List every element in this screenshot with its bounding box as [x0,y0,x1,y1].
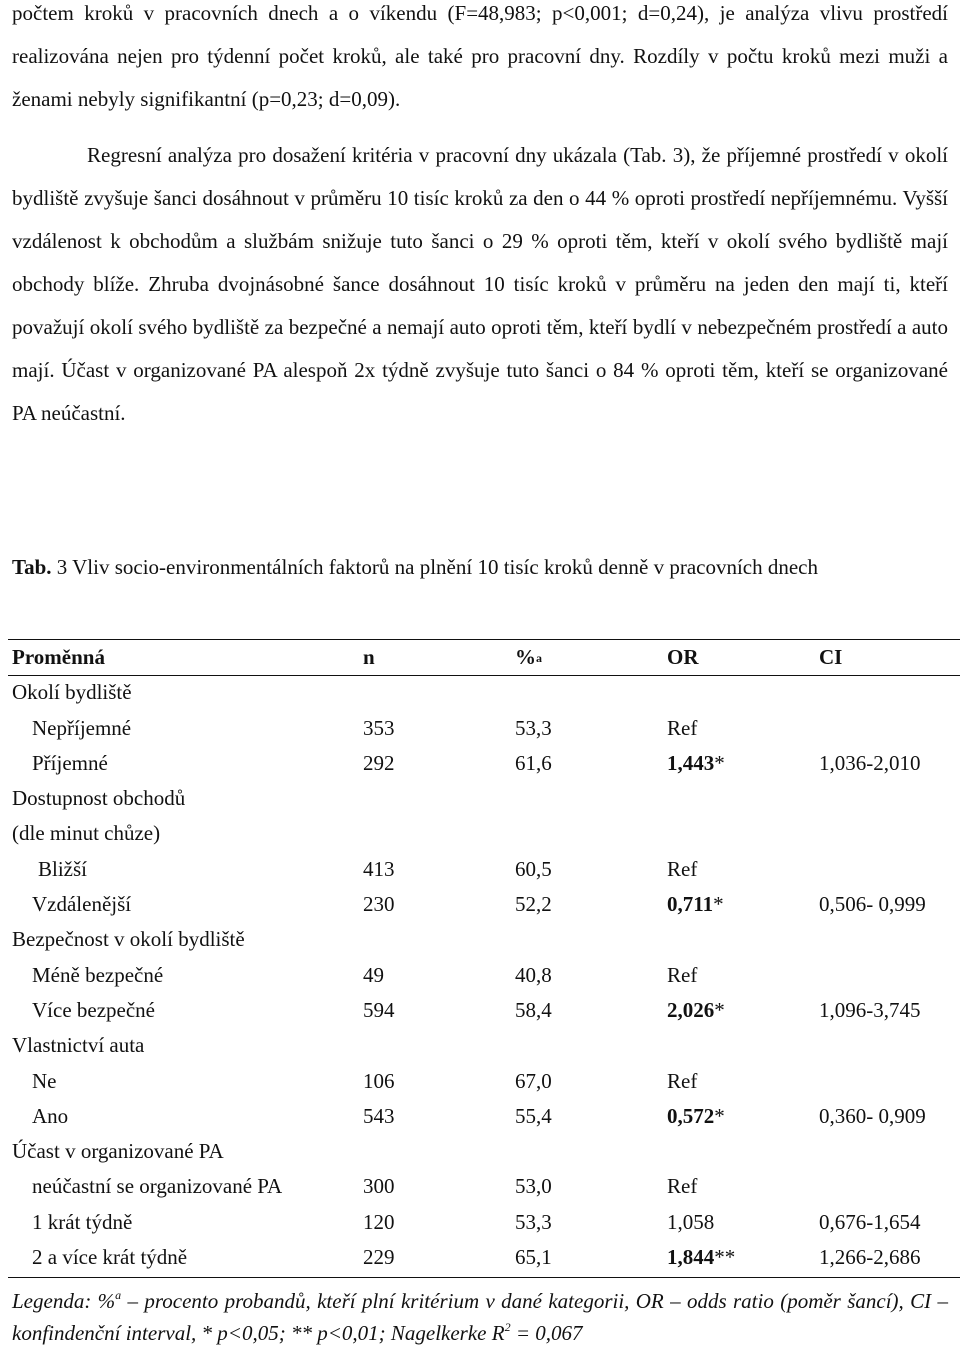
cell-percent: 67,0 [515,1068,552,1093]
cell-ci: 1,036-2,010 [819,750,921,775]
cell-percent: 53,3 [515,715,552,740]
cell-n: 292 [363,750,395,775]
cell-or-value: 2,026 [667,997,715,1022]
cell-percent: 65,1 [515,1245,552,1270]
cell-percent: 58,4 [515,997,552,1022]
table-row [8,921,960,956]
results-table [8,639,960,1274]
cell-or-significance: * [714,997,725,1022]
cell-or-value: Ref [667,715,698,740]
cell-variable: (dle minut chůze) [12,821,161,846]
table-row [8,992,960,1027]
cell-n: 300 [363,1174,395,1199]
cell-n: 49 [363,962,384,987]
cell-percent: 52,2 [515,892,552,917]
cell-n: 229 [363,1245,395,1270]
cell-n: 106 [363,1068,395,1093]
table-legend [12,1287,948,1351]
paragraph-1: počtem kroků v pracovních dnech a o víkendu (F=48,983; p<0,001; d=0,24), je analýza vlivu prostředí realizována nejen pro týdenní počet kroků, ale také pro pracovní dny. Rozdíly v počtu kroků mezi muži a ženami nebyly signifikantní (p=0,23; d=0,09). [12,1,948,111]
cell-percent: 53,3 [515,1209,552,1234]
paragraph-2: Regresní analýza pro dosažení kritéria v pracovní dny ukázala (Tab. 3), že příjemné prostředí v okolí bydliště zvyšuje šanci dosáhnout v průměru 10 tisíc kroků za den o 44 % oproti prostředí nepříjemnému. Vyšší vzdálenost k obchodům a službám snižuje tuto šanci o 29 % oproti těm, kteří v okolí svého bydliště mají obchody blíže. Zhruba dvojnásobné šance dosáhnout 10 tisíc kroků v průměru na jeden den mají ti, kteří považují okolí svého bydliště za bezpečné a nemají auto oproti těm, kteří bydlí v nebezpečném prostředí a auto mají. Účast v organizované PA alespoň 2x týdně zvyšuje tuto šanci o 84 % oproti těm, kteří se organizované PA neúčastní. [12,143,948,425]
header-n: n [363,645,375,669]
header-variable: Proměnná [12,645,105,669]
table-caption [12,546,948,589]
table-row [8,957,960,992]
table-row [8,745,960,780]
legend-sup-2: 2 [504,1320,511,1334]
table-body [8,674,960,1274]
cell-n: 543 [363,1103,395,1128]
cell-ci: 0,360- 0,909 [819,1103,926,1128]
cell-ci: 0,506- 0,999 [819,892,926,917]
cell-or-value: Ref [667,856,698,881]
table-row [8,1168,960,1203]
cell-or-significance: * [714,750,725,775]
table-row [8,1027,960,1062]
cell-or [667,751,725,776]
cell-percent: 61,6 [515,750,552,775]
header-or: OR [667,645,699,669]
cell-or-significance: ** [714,1245,736,1270]
caption-text: Vliv socio-environmentálních faktorů na plnění 10 tisíc kroků denně v pracovních dnech [67,555,819,579]
cell-n: 120 [363,1209,395,1234]
cell-variable: Ano [32,1103,69,1128]
cell-or-value: Ref [667,1174,698,1199]
cell-variable: 2 a více krát týdně [32,1245,188,1270]
header-ci: CI [819,645,843,669]
cell-variable: Vlastnictví auta [12,1033,145,1058]
cell-or-significance: * [714,1103,725,1128]
cell-percent: 53,0 [515,1174,552,1199]
cell-variable: Více bezpečné [32,997,155,1022]
table-row [8,851,960,886]
cell-or [667,1069,697,1094]
cell-percent: 40,8 [515,962,552,987]
cell-n: 594 [363,997,395,1022]
caption-label: Tab. [12,555,52,579]
legend-text-1: Legenda: % [12,1289,116,1313]
table-row [8,815,960,850]
cell-percent: 55,4 [515,1103,552,1128]
cell-or [667,892,724,917]
cell-or [667,1210,714,1235]
cell-or-value: Ref [667,1068,698,1093]
table-header-row [8,639,960,674]
cell-or-value: 1,443 [667,750,715,775]
cell-or [667,1245,735,1270]
cell-variable: Okolí bydliště [12,680,132,705]
cell-variable: Dostupnost obchodů [12,786,186,811]
cell-variable: Méně bezpečné [32,962,164,987]
table-row [8,1063,960,1098]
table-row [8,1239,960,1274]
cell-ci: 1,266-2,686 [819,1245,921,1270]
cell-variable: Vzdálenější [32,892,132,917]
cell-variable: neúčastní se organizované PA [32,1174,283,1199]
table-row [8,780,960,815]
cell-or-value: 0,572 [667,1103,715,1128]
cell-or [667,1174,697,1199]
header-percent: % a [515,645,542,669]
cell-variable: Účast v organizované PA [12,1139,224,1164]
cell-or [667,1104,725,1129]
cell-or-value: 1,844 [667,1245,715,1270]
cell-or-value: Ref [667,962,698,987]
cell-variable: Bližší [38,856,88,881]
table-row [8,710,960,745]
table-row [8,886,960,921]
table-bottom-rule [8,1277,960,1278]
cell-ci: 0,676-1,654 [819,1209,921,1234]
legend-sup-a: a [115,1288,122,1302]
cell-or [667,998,725,1023]
table-row [8,1133,960,1168]
cell-or-value: 1,058 [667,1209,715,1234]
cell-variable: 1 krát týdně [32,1209,133,1234]
cell-n: 230 [363,892,395,917]
cell-variable: Ne [32,1068,57,1093]
cell-percent: 60,5 [515,856,552,881]
cell-variable: Nepříjemné [32,715,132,740]
caption-number: 3 [56,555,68,579]
cell-or-significance: * [713,892,724,917]
table-row [8,1204,960,1239]
cell-n: 353 [363,715,395,740]
cell-or-value: 0,711 [667,892,714,917]
table-row [8,1098,960,1133]
table-row [8,674,960,709]
cell-variable: Příjemné [32,750,108,775]
legend-text-2: – procento probandů, kteří plní kritérium v dané kategorii, OR – odds ratio (poměr šancí), CI – konfindenční interval, * p<0,05; ** p<0,01; Nagelkerke R [12,1289,948,1345]
cell-or [667,716,697,741]
cell-variable: Bezpečnost v okolí bydliště [12,927,245,952]
cell-ci: 1,096-3,745 [819,997,921,1022]
cell-n: 413 [363,856,395,881]
cell-or [667,963,697,988]
legend-text-3: = 0,067 [510,1321,583,1345]
cell-or [667,857,697,882]
